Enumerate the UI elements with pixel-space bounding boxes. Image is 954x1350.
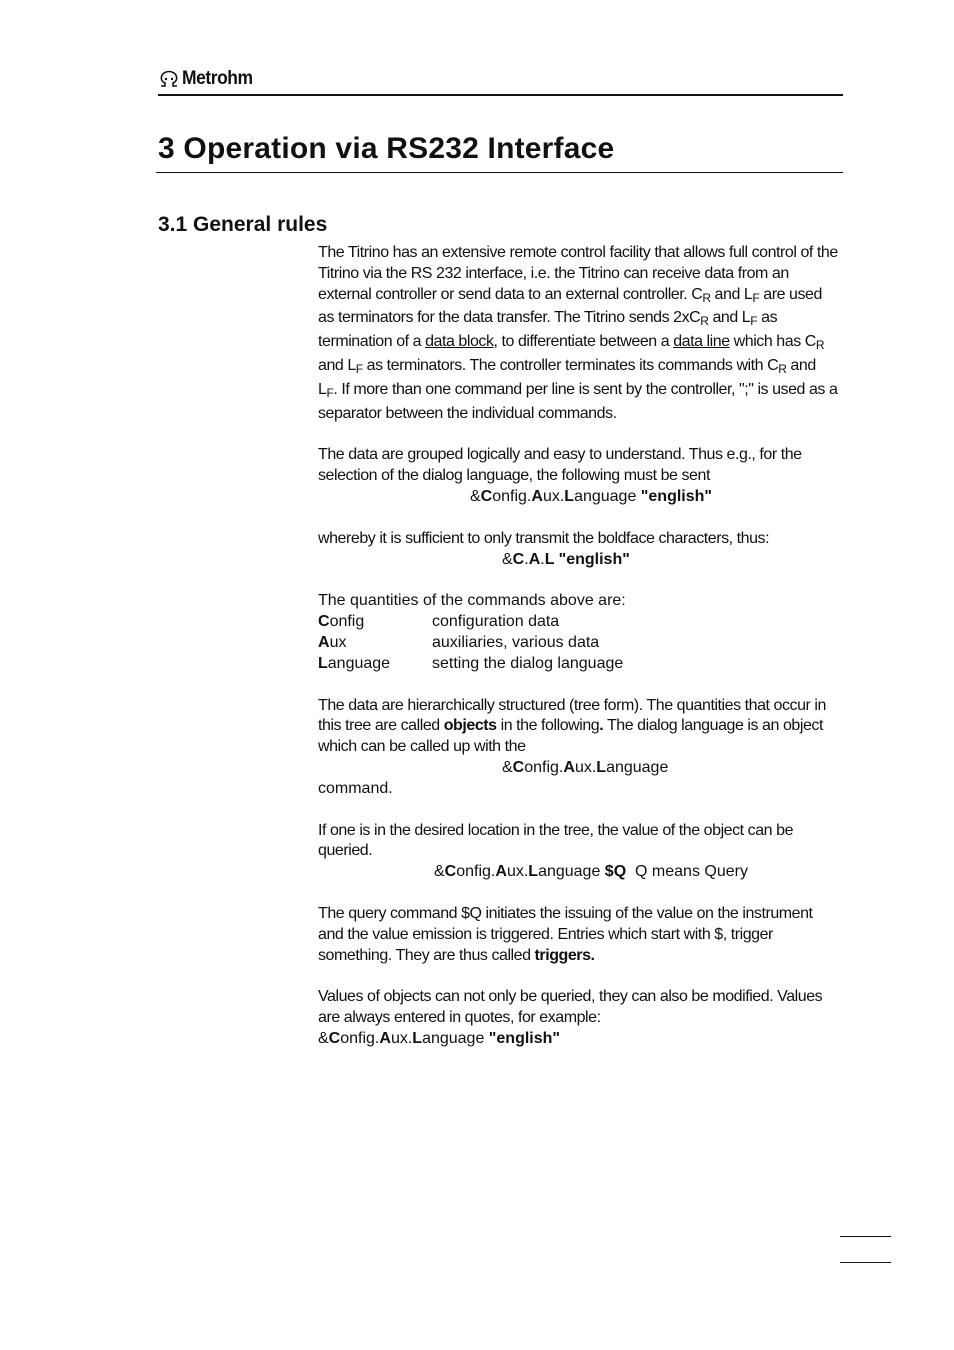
command-modify: &Config.Aux.Language "english" <box>318 1029 560 1047</box>
page-number-rule-bottom <box>840 1262 891 1263</box>
paragraph-intro: The Titrino has an extensive remote control facility that allows full control of the Titrino via the RS 232 interface, i.e. the Titrino can receive data from an external controller or send data to an external controller. $C_R$ and $L_F$ are used as terminators for the data transfer. The Titrino sends $2xC_R$ and $L_F$ as termination of a data block, to differentiate between a data line which has $C_R$ and $L_F$ as terminators. The controller terminates its commands with $C_R$ and $L_F$. If more than one command per line is sent by the controller, ";" is used as a separator between the individual commands. <box>318 244 838 422</box>
term-data-block: data block, <box>425 333 498 351</box>
page-number-rule-top <box>840 1236 891 1237</box>
paragraph-modify: Values of objects can not only be queried, they can also be modified. Values are always entered in quotes, for example: <box>318 988 823 1027</box>
logo-wordmark: Metrohm <box>182 68 253 89</box>
command-short: &C.A.L "english" <box>502 550 630 568</box>
page-header <box>158 66 843 96</box>
body-text <box>318 243 838 1050</box>
quantity-row: Language setting the dialog language <box>318 654 624 672</box>
paragraph-triggers: The query command $Q initiates the issuing of the value on the instrument and the value emission is triggered. Entries which start with $, trigger something. They are thus called triggers. <box>318 904 813 964</box>
chapter-title: 3 Operation via RS232 Interface <box>158 132 615 165</box>
paragraph-grouping: The data are grouped logically and easy to understand. Thus e.g., for the selection of the dialog language, the following must be sent <box>318 446 802 485</box>
term-data-line: data line <box>673 333 730 351</box>
section-title: 3.1 General rules <box>158 213 328 236</box>
command-object: &Config.Aux.Language <box>502 758 669 776</box>
paragraph-query: If one is in the desired location in the tree, the value of the object can be queried. <box>318 821 794 860</box>
command-query: &Config.Aux.Language $Q Q means Query <box>434 863 748 881</box>
quantity-row: Aux auxiliaries, various data <box>318 633 600 651</box>
paragraph-objects: The data are hierarchically structured (tree form). The quantities that occur in this tree are called objects in the following. The dialog language is an object which can be called up with the <box>318 696 826 756</box>
quantity-row: Config configuration data <box>318 613 560 631</box>
paragraph-quantities: The quantities of the commands above are: <box>318 592 626 610</box>
command-full: &Config.Aux.Language "english" <box>470 487 712 505</box>
paragraph-command: command. <box>318 779 393 797</box>
paragraph-boldface: whereby it is sufficient to only transmit the boldface characters, thus: <box>318 529 770 547</box>
omega-logo-icon <box>158 68 180 90</box>
chapter-divider <box>156 172 843 173</box>
metrohm-logo <box>158 68 259 90</box>
